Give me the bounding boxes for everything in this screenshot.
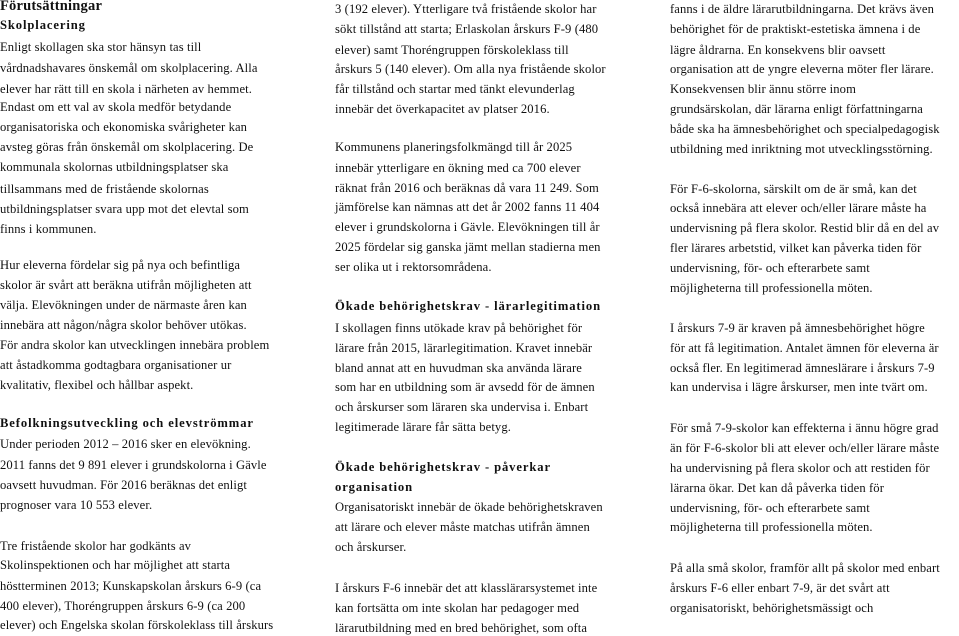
text-line: På alla små skolor, framför allt på skolor med enbart: [670, 561, 940, 575]
text-line: Konsekvensen blir ännu större inom: [670, 82, 856, 96]
text-line: välja. Elevökningen under de närmaste åren kan: [0, 298, 247, 312]
text-line: lärarna ökar. Det kan då påverka tiden för: [670, 481, 884, 495]
text-line: också fler. En legitimerad ämneslärare i årskurs 7-9: [670, 361, 935, 375]
text-line: lärare från 2015, lärarlegitimation. Kravet innebär: [335, 341, 593, 355]
text-line: ser olika ut i rektorsområdena.: [335, 260, 492, 274]
text-line: elever i grundskolorna i Gävle. Elevökningen till år: [335, 220, 600, 234]
text-line: Organisatoriskt innebär de ökade behörighetskraven: [335, 500, 603, 514]
text-line: oavsett huvudman. För 2016 beräknas det enligt: [0, 478, 247, 492]
text-line: För andra skolor kan utvecklingen innebära problem: [0, 338, 270, 352]
text-line: Hur eleverna fördelar sig på nya och befintliga: [0, 258, 241, 272]
text-line: 400 elever), Thoréngruppen årskurs 6-9 (ca 200: [0, 599, 246, 613]
text-line: prognoser vara 10 553 elever.: [0, 498, 153, 512]
document-title: Förutsättningar: [0, 0, 103, 14]
text-line: I årskurs 7-9 är kraven på ämnesbehörighet högre: [670, 321, 925, 335]
text-line: I skollagen finns utökade krav på behörighet för: [335, 321, 583, 335]
text-line: innebär ytterligare en ökning med ca 700 elever: [335, 161, 581, 175]
text-line: finns i kommunen.: [0, 222, 97, 236]
text-line: 3 (192 elever). Ytterligare två fristående skolor har: [335, 2, 597, 16]
text-line: elever har rätt till en skola i närheten av hemmet.: [0, 82, 252, 96]
section-heading-organisation: Ökade behörighetskrav - påverkar: [335, 460, 551, 474]
text-line: kvalitativ, flexibel och hållbar aspekt.: [0, 378, 194, 392]
text-line: organisatoriska och ekonomiska svårigheter kan: [0, 120, 248, 134]
text-line: organisation att de yngre eleverna möter fler lärare.: [670, 62, 934, 76]
text-line: att lärare och elever måste matchas utifrån ämnen: [335, 520, 590, 534]
text-line: undervisning, för- och efterarbete samt: [670, 261, 870, 275]
section-heading-befolkningsutveckling: Befolkningsutveckling och elevströmmar: [0, 416, 254, 430]
text-line: innebär det överkapacitet av platser 2016.: [335, 102, 550, 116]
text-line: kan undervisa i lägre årskurser, men inte tvärt om.: [670, 380, 928, 394]
text-line: organisatoriskt, behörighetsmässigt och: [670, 601, 874, 615]
text-line: fanns i de äldre lärarutbildningarna. Det krävs även: [670, 2, 934, 16]
text-line: utbildning med inriktning mot utvecklingsstörning.: [670, 142, 933, 156]
text-line: För små 7-9-skolor kan effekterna i ännu högre grad: [670, 421, 939, 435]
text-line: bland annat att en huvudman ska använda lärare: [335, 361, 582, 375]
text-line: årskurs F-6 eller enbart 7-9, är det svårt att: [670, 581, 890, 595]
text-line: skolor är svårt att beräkna utifrån möjligheten att: [0, 278, 252, 292]
text-line: utbildningsplatser svara upp mot det elevtal som: [0, 202, 249, 216]
text-line: att åstadkomma godtagbara organisationer ur: [0, 358, 232, 372]
text-line: innebära att någon/några skolor behöver utökas.: [0, 318, 247, 332]
text-line: får tillstånd och startar med tänkt elevunderlag: [335, 82, 575, 96]
text-line: sökt tillstånd att starta; Erlaskolan årskurs F-9 (480: [335, 22, 599, 36]
text-line: kan fortsätta om inte skolan har pedagoger med: [335, 601, 580, 615]
text-line: tillsammans med de fristående skolornas: [0, 182, 209, 196]
text-line: både ska ha ämnesbehörighet och specialpedagogisk: [670, 122, 940, 136]
section-heading-skolplacering: Skolplacering: [0, 18, 86, 32]
section-heading-organisation-cont: organisation: [335, 480, 413, 494]
text-line: ha undervisning på flera skolor och att restiden för: [670, 461, 930, 475]
text-line: 2025 fördelar sig ganska jämt mellan stadierna men: [335, 240, 601, 254]
text-line: elever) samt Thoréngruppen förskoleklass till: [335, 43, 569, 57]
text-line: I årskurs F-6 innebär det att klasslärarsystemet inte: [335, 581, 598, 595]
text-line: Tre fristående skolor har godkänts av: [0, 539, 192, 553]
text-line: Endast om ett val av skola medför betydande: [0, 100, 232, 114]
text-line: för att få legitimation. Antalet ämnen för eleverna är: [670, 341, 939, 355]
text-line: behörighet för de praktiskt-estetiska ämnena i de: [670, 22, 921, 36]
text-line: och årskurser.: [335, 540, 407, 554]
text-line: lägre åldrarna. En konsekvens blir oavsett: [670, 43, 886, 57]
text-line: också innebära att elever och/eller lärare måste ha: [670, 201, 927, 215]
text-line: Under perioden 2012 – 2016 sker en elevökning.: [0, 437, 251, 451]
text-line: lärarutbildning med en bred behörighet, som ofta: [335, 621, 588, 635]
text-line: Skolinspektionen och har möjlighet att starta: [0, 558, 231, 572]
text-line: möjligheterna till professionella möten.: [670, 520, 873, 534]
text-line: 2011 fanns det 9 891 elever i grundskolorna i Gävle: [0, 458, 267, 472]
text-line: undervisning på flera skolor. Restid blir då en del av: [670, 221, 940, 235]
text-line: som har en utbildning som är avsedd för de ämnen: [335, 380, 595, 394]
text-line: än för F-6-skolor bli att elever och/eller lärare måste: [670, 441, 940, 455]
text-line: höstterminen 2013; Kunskapskolan årskurs 6-9 (ca: [0, 579, 262, 593]
text-line: kommunala skolornas utbildningsplatser ska: [0, 160, 229, 174]
text-line: möjligheterna till professionella möten.: [670, 281, 873, 295]
text-line: Enligt skollagen ska stor hänsyn tas till: [0, 40, 202, 54]
text-line: jämförelse kan nämnas att det år 2002 fanns 11 404: [335, 200, 600, 214]
text-line: För F-6-skolorna, särskilt om de är små, kan det: [670, 182, 917, 196]
text-line: Kommunens planeringsfolkmängd till år 2025: [335, 140, 573, 154]
text-line: fler lärares arbetstid, vilket kan påverka tiden för: [670, 241, 922, 255]
text-line: och årskurser som läraren ska undervisa i. Enbart: [335, 400, 589, 414]
text-line: elever) och Engelska skolan förskoleklass till årskurs: [0, 618, 274, 632]
section-heading-lararlegitimation: Ökade behörighetskrav - lärarlegitimation: [335, 299, 602, 313]
text-line: grundsärskolan, där lärarna enligt författningarna: [670, 102, 923, 116]
text-line: legitimerade lärare får sätta betyg.: [335, 420, 511, 434]
text-line: undervisning, för- och efterarbete samt: [670, 501, 870, 515]
text-line: räknat från 2016 och beräknas då vara 11 249. Som: [335, 181, 599, 195]
text-line: avsteg göras från önskemål om skolplacering. De: [0, 140, 254, 154]
text-line: vårdnadshavares önskemål om skolplacering. Alla: [0, 61, 258, 75]
text-line: årskurs 5 (140 elever). Om alla nya fristående skolor: [335, 62, 606, 76]
